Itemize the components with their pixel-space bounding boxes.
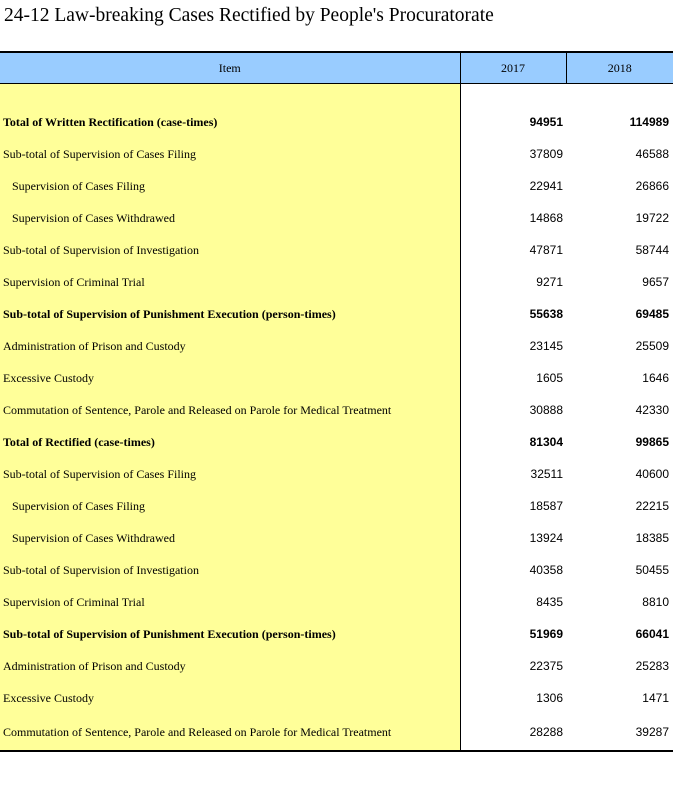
value-2017: 13924 xyxy=(529,531,563,545)
table-row xyxy=(0,138,673,170)
value-2017: 28288 xyxy=(460,714,566,751)
table-row xyxy=(0,170,673,202)
value-2018: 66041 xyxy=(635,627,669,641)
value-2017: 40358 xyxy=(529,563,563,577)
value-2018: 1471 xyxy=(642,691,669,705)
table-row xyxy=(0,106,673,138)
table-row xyxy=(0,234,673,266)
row-label: Excessive Custody xyxy=(0,682,460,714)
value-2018: 25283 xyxy=(635,659,669,673)
value-2018: 18385 xyxy=(635,531,669,545)
table-title: 24-12 Law-breaking Cases Rectified by People's Procuratorate xyxy=(4,5,494,26)
row-label: Supervision of Cases Filing xyxy=(0,170,460,202)
value-2018: 26866 xyxy=(635,179,669,193)
table-header-row xyxy=(0,52,673,84)
table-row xyxy=(0,330,673,362)
row-label: Sub-total of Supervision of Punishment Execution (person-times) xyxy=(0,618,460,650)
table-body xyxy=(0,84,673,752)
table-row xyxy=(0,522,673,554)
spacer-cell xyxy=(0,84,460,107)
spacer-cell xyxy=(460,84,566,107)
value-2018: 40600 xyxy=(635,467,669,481)
value-2018: 39287 xyxy=(566,714,673,751)
row-label: Administration of Prison and Custody xyxy=(0,330,460,362)
value-2018: 25509 xyxy=(635,339,669,353)
value-2017: 22375 xyxy=(529,659,563,673)
value-2018: 1646 xyxy=(642,371,669,385)
value-2017: 1605 xyxy=(536,371,563,385)
row-label: Supervision of Cases Withdrawed xyxy=(0,522,460,554)
row-label: Total of Rectified (case-times) xyxy=(0,426,460,458)
value-2017: 1306 xyxy=(536,691,563,705)
table-row xyxy=(0,266,673,298)
value-2018: 99865 xyxy=(635,435,669,449)
table-row xyxy=(0,650,673,682)
data-table xyxy=(0,51,673,752)
value-2017: 9271 xyxy=(536,275,563,289)
value-2018: 22215 xyxy=(635,499,669,513)
value-2018: 58744 xyxy=(635,243,669,257)
table-row xyxy=(0,394,673,426)
row-label: Supervision of Cases Filing xyxy=(0,490,460,522)
value-2017: 22941 xyxy=(529,179,563,193)
row-label: Sub-total of Supervision of Cases Filing xyxy=(0,138,460,170)
header-2017: 2017 xyxy=(460,52,566,84)
value-2017: 94951 xyxy=(529,115,563,129)
value-2017: 37809 xyxy=(529,147,563,161)
value-2018: 50455 xyxy=(635,563,669,577)
value-2017: 51969 xyxy=(529,627,563,641)
row-label: Supervision of Cases Withdrawed xyxy=(0,202,460,234)
table-row xyxy=(0,490,673,522)
row-label: Sub-total of Supervision of Punishment Execution (person-times) xyxy=(0,298,460,330)
table-row xyxy=(0,554,673,586)
row-label: Supervision of Criminal Trial xyxy=(0,266,460,298)
table-row xyxy=(0,618,673,650)
value-2018: 19722 xyxy=(635,211,669,225)
row-label: Sub-total of Supervision of Investigation xyxy=(0,554,460,586)
table-row xyxy=(0,682,673,714)
value-2018: 69485 xyxy=(635,307,669,321)
value-2018: 46588 xyxy=(635,147,669,161)
data-table-container xyxy=(0,51,673,778)
row-label: Administration of Prison and Custody xyxy=(0,650,460,682)
value-2018: 8810 xyxy=(642,595,669,609)
table-row xyxy=(0,586,673,618)
value-2017: 47871 xyxy=(529,243,563,257)
value-2017: 55638 xyxy=(529,307,563,321)
value-2018: 114989 xyxy=(629,115,669,129)
value-2017: 18587 xyxy=(529,499,563,513)
table-row xyxy=(0,714,673,751)
row-label: Excessive Custody xyxy=(0,362,460,394)
row-label: Commutation of Sentence, Parole and Released on Parole for Medical Treatment xyxy=(0,714,460,751)
row-label: Commutation of Sentence, Parole and Released on Parole for Medical Treatment xyxy=(0,394,460,426)
row-label: Supervision of Criminal Trial xyxy=(0,586,460,618)
table-row xyxy=(0,458,673,490)
row-label: Total of Written Rectification (case-times) xyxy=(0,106,460,138)
table-row xyxy=(0,298,673,330)
table-row xyxy=(0,426,673,458)
table-row xyxy=(0,202,673,234)
value-2017: 8435 xyxy=(536,595,563,609)
header-2018: 2018 xyxy=(566,52,673,84)
table-row xyxy=(0,362,673,394)
value-2017: 23145 xyxy=(529,339,563,353)
value-2018: 42330 xyxy=(635,403,669,417)
value-2017: 14868 xyxy=(529,211,563,225)
header-item: Item xyxy=(0,52,460,84)
value-2018: 9657 xyxy=(642,275,669,289)
spacer-row xyxy=(0,84,673,107)
row-label: Sub-total of Supervision of Cases Filing xyxy=(0,458,460,490)
value-2017: 81304 xyxy=(529,435,563,449)
spacer-cell xyxy=(566,84,673,107)
value-2017: 32511 xyxy=(530,467,563,481)
value-2017: 30888 xyxy=(529,403,563,417)
row-label: Sub-total of Supervision of Investigation xyxy=(0,234,460,266)
